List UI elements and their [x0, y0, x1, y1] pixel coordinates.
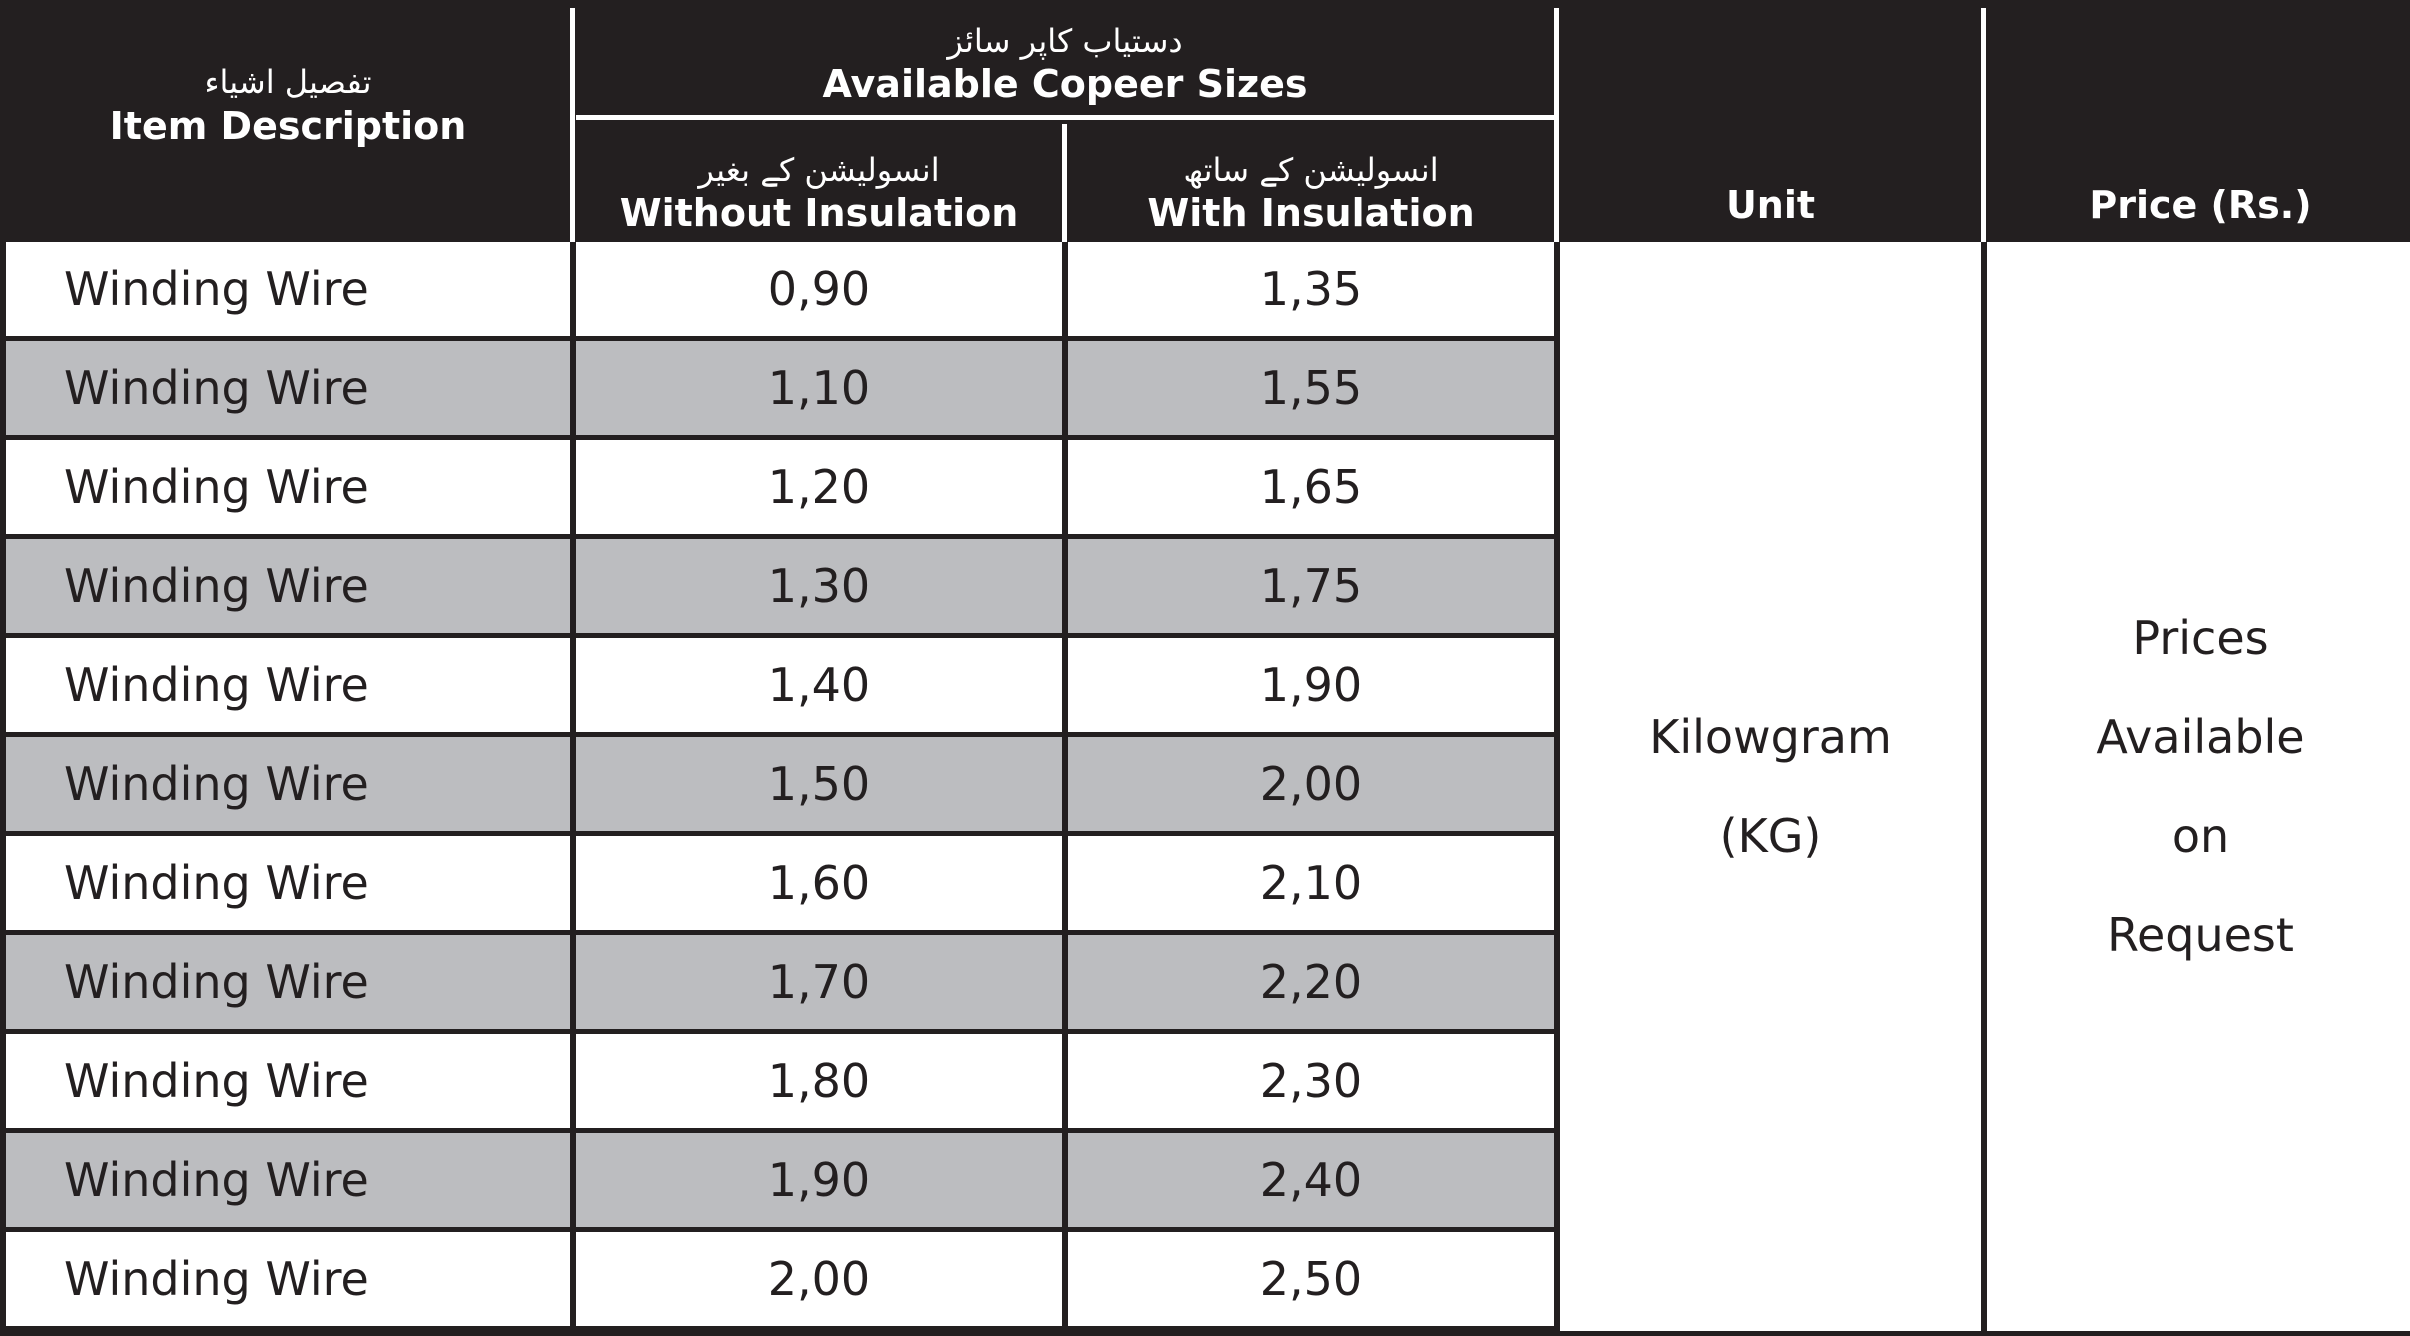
header-unit-label: Unit — [1725, 183, 1816, 228]
header-without-label: Without Insulation — [619, 191, 1019, 236]
row-3-with-insulation: 1,65 — [1068, 440, 1554, 539]
row-1-with-insulation: 1,35 — [1068, 242, 1554, 341]
row-6-with-insulation: 2,00 — [1068, 737, 1554, 836]
price-line-4: Request — [2107, 907, 2294, 962]
row-1-description: Winding Wire — [6, 242, 570, 341]
header-with-insulation — [1068, 120, 1554, 242]
header-without-urdu: انسولیشن کے بغیر — [698, 150, 940, 189]
row-6-without-insulation: 1,50 — [576, 737, 1062, 836]
row-8-with-insulation: 2,20 — [1068, 935, 1554, 1034]
row-2-description: Winding Wire — [6, 341, 570, 440]
header-with-label: With Insulation — [1147, 191, 1475, 236]
row-8-without-insulation: 1,70 — [576, 935, 1062, 1034]
row-11-description: Winding Wire — [6, 1232, 570, 1331]
row-11-without-insulation: 2,00 — [576, 1232, 1062, 1331]
price-line-3: on — [2171, 808, 2230, 863]
row-11-with-insulation: 2,50 — [1068, 1232, 1554, 1331]
row-10-without-insulation: 1,90 — [576, 1133, 1062, 1232]
header-available-sizes — [576, 0, 1554, 120]
header-item-description — [6, 0, 570, 242]
header-divider-unit — [1554, 8, 1559, 242]
row-7-description: Winding Wire — [6, 836, 570, 935]
row-3-description: Winding Wire — [6, 440, 570, 539]
row-3-without-insulation: 1,20 — [576, 440, 1062, 539]
row-5-without-insulation: 1,40 — [576, 638, 1062, 737]
header-divider-left — [570, 8, 575, 242]
row-8-description: Winding Wire — [6, 935, 570, 1034]
row-4-without-insulation: 1,30 — [576, 539, 1062, 638]
unit-cell — [1560, 242, 1981, 1331]
row-2-with-insulation: 1,55 — [1068, 341, 1554, 440]
unit-line-2: (KG) — [1719, 808, 1822, 863]
row-9-with-insulation: 2,30 — [1068, 1034, 1554, 1133]
price-line-1: Prices — [2132, 610, 2269, 665]
row-5-with-insulation: 1,90 — [1068, 638, 1554, 737]
row-5-description: Winding Wire — [6, 638, 570, 737]
row-10-description: Winding Wire — [6, 1133, 570, 1232]
row-10-with-insulation: 2,40 — [1068, 1133, 1554, 1232]
row-4-description: Winding Wire — [6, 539, 570, 638]
price-line-2: Available — [2096, 709, 2305, 764]
header-price — [1987, 0, 2410, 242]
header-price-label: Price (Rs.) — [2089, 183, 2312, 228]
price-cell — [1987, 242, 2410, 1331]
row-6-description: Winding Wire — [6, 737, 570, 836]
row-1-without-insulation: 0,90 — [576, 242, 1062, 341]
header-without-insulation — [576, 120, 1062, 242]
header-divider-price — [1981, 8, 1986, 242]
row-7-without-insulation: 1,60 — [576, 836, 1062, 935]
row-7-with-insulation: 2,10 — [1068, 836, 1554, 935]
header-sizes-urdu: دستیاب کاپر سائز — [947, 21, 1183, 60]
header-divider-middle — [1062, 124, 1067, 242]
unit-line-1: Kilowgram — [1649, 709, 1892, 764]
row-9-without-insulation: 1,80 — [576, 1034, 1062, 1133]
header-with-urdu: انسولیشن کے ساتھ — [1183, 150, 1439, 189]
row-9-description: Winding Wire — [6, 1034, 570, 1133]
header-unit — [1560, 0, 1981, 242]
header-item-label: Item Description — [109, 103, 467, 148]
row-2-without-insulation: 1,10 — [576, 341, 1062, 440]
row-4-with-insulation: 1,75 — [1068, 539, 1554, 638]
header-sizes-label: Available Copeer Sizes — [822, 62, 1308, 107]
header-item-urdu: تفصیل اشیاء — [204, 62, 372, 101]
